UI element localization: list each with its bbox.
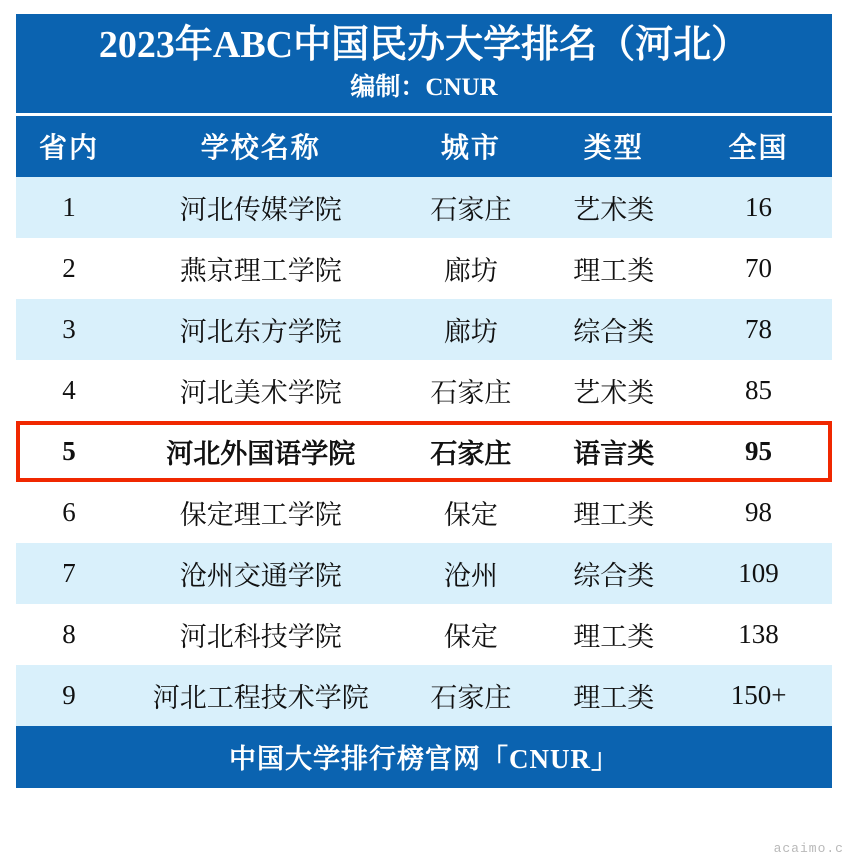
- cell-type: 理工类: [542, 604, 685, 665]
- cell-type: 综合类: [542, 543, 685, 604]
- cell-type: 理工类: [542, 482, 685, 543]
- column-header-national-rank: 全国: [685, 116, 832, 177]
- cell-city: 保定: [400, 482, 543, 543]
- cell-type: 理工类: [542, 238, 685, 299]
- page-title: 2023年ABC中国民办大学排名（河北）: [98, 24, 750, 66]
- column-header-city: 城市: [400, 116, 543, 177]
- cell-type: 语言类: [542, 421, 685, 482]
- cell-type: 综合类: [542, 299, 685, 360]
- table-row: [16, 177, 832, 238]
- cell-province-rank: 2: [16, 238, 122, 299]
- ranking-table: [16, 116, 832, 726]
- cell-national-rank: 70: [685, 238, 832, 299]
- cell-province-rank: 9: [16, 665, 122, 726]
- footer-bar: 中国大学排行榜官网「CNUR」: [16, 726, 832, 788]
- cell-city: 沧州: [400, 543, 543, 604]
- column-header-type: 类型: [542, 116, 685, 177]
- cell-province-rank: 8: [16, 604, 122, 665]
- cell-national-rank: 16: [685, 177, 832, 238]
- cell-province-rank: 4: [16, 360, 122, 421]
- table-row: [16, 482, 832, 543]
- cell-province-rank: 5: [16, 421, 122, 482]
- cell-national-rank: 78: [685, 299, 832, 360]
- title-block: [16, 14, 832, 113]
- cell-school-name: 河北工程技术学院: [122, 665, 399, 726]
- cell-school-name: 河北科技学院: [122, 604, 399, 665]
- cell-national-rank: 98: [685, 482, 832, 543]
- cell-province-rank: 7: [16, 543, 122, 604]
- watermark: acaimo.c: [773, 841, 844, 856]
- cell-type: 艺术类: [542, 177, 685, 238]
- cell-type: 理工类: [542, 665, 685, 726]
- cell-province-rank: 6: [16, 482, 122, 543]
- table-header: [16, 116, 832, 177]
- cell-school-name: 燕京理工学院: [122, 238, 399, 299]
- column-header-province-rank: 省内: [16, 116, 122, 177]
- cell-national-rank: 138: [685, 604, 832, 665]
- cell-national-rank: 150+: [685, 665, 832, 726]
- cell-city: 石家庄: [400, 665, 543, 726]
- cell-school-name: 河北东方学院: [122, 299, 399, 360]
- cell-school-name: 河北传媒学院: [122, 177, 399, 238]
- cell-national-rank: 85: [685, 360, 832, 421]
- table-row: [16, 299, 832, 360]
- page-subtitle: 编制：CNUR: [350, 73, 498, 101]
- cell-province-rank: 1: [16, 177, 122, 238]
- cell-school-name: 保定理工学院: [122, 482, 399, 543]
- cell-city: 廊坊: [400, 238, 543, 299]
- cell-school-name: 河北外国语学院: [122, 421, 399, 482]
- cell-city: 廊坊: [400, 299, 543, 360]
- table-row: [16, 604, 832, 665]
- cell-city: 石家庄: [400, 360, 543, 421]
- cell-school-name: 沧州交通学院: [122, 543, 399, 604]
- cell-school-name: 河北美术学院: [122, 360, 399, 421]
- cell-national-rank: 95: [685, 421, 832, 482]
- table-row: [16, 360, 832, 421]
- table-body: [16, 177, 832, 726]
- cell-city: 石家庄: [400, 421, 543, 482]
- table-row: [16, 665, 832, 726]
- ranking-card: [16, 14, 832, 788]
- cell-province-rank: 3: [16, 299, 122, 360]
- column-header-school-name: 学校名称: [122, 116, 399, 177]
- table-row: [16, 543, 832, 604]
- table-row-highlighted: [16, 421, 832, 482]
- cell-national-rank: 109: [685, 543, 832, 604]
- cell-type: 艺术类: [542, 360, 685, 421]
- table-header-row: [16, 116, 832, 177]
- table-row: [16, 238, 832, 299]
- cell-city: 石家庄: [400, 177, 543, 238]
- cell-city: 保定: [400, 604, 543, 665]
